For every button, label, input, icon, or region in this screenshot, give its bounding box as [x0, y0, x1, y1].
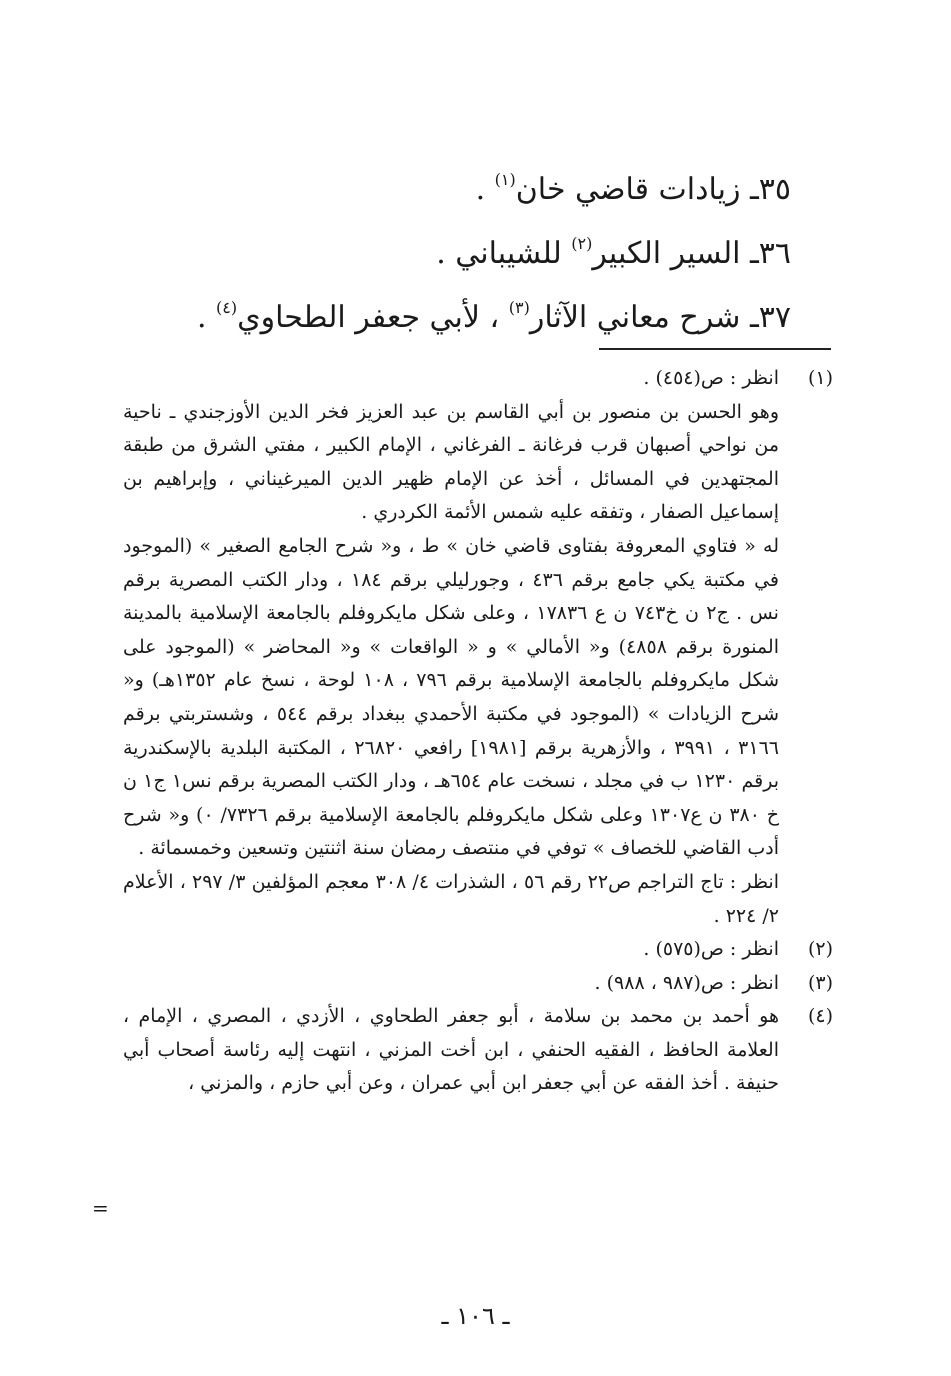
footnote-paragraph: وهو الحسن بن منصور بن أبي القاسم بن عبد العزيز فخر الدين الأوزجندي ـ ناحية من نواحي أصبهان قرب فرغانة ـ الفرغاني ، الإمام الكبير ، مفتي الشرق من طبقة المجتهدين في المسائل ، أخذ عن الإمام ظهير الدين الميرغيناني ، وإبراهيم بن إسماعيل الصفار ، وتفقه عليه شمس الأئمة الكردري . [123, 400, 779, 524]
footnote-text: انظر : ص(٩٨٧ ، ٩٨٨) . [594, 971, 779, 994]
list-item [131, 286, 791, 350]
footnote-lead: انظر : ص(٤٥٤) . [643, 367, 779, 389]
footnote-number: (٣) [807, 971, 833, 994]
footnote-paragraph: له « فتاوي المعروفة بفتاوى قاضي خان » ط ، و« شرح الجامع الصغير » (الموجود في مكتبة يكي جامع برقم ٤٣٦ ، وجورليلي برقم ١٨٤ ، ودار الكتب المصرية برقم نس . ج٢ ن خ٧٤٣ ن ع ١٧٨٣٦ ، وعلى شكل مايكروفلم بالجامعة الإسلامية بالمدينة المنورة برقم ٤٨٥٨) و« الأمالي » و « الواقعات » و« المحاضر » (الموجود على شكل مايكروفلم بالجامعة الإسلامية برقم ٧٩٦ ، ١٠٨ لوحة ، نسخ عام ١٣٥٢هـ) و« شرح الزيادات » (الموجود في مكتبة الأحمدي ببغداد برقم ٥٤٤ ، وشستربتي برقم ٣١٦٦ ، ٣٩٩١ ، والأزهرية برقم [١٩٨١] رافعي ٢٦٨٢٠ ، المكتبة البلدية بالإسكندرية برقم ١٢٣٠ ب في مجلد ، نسخت عام ٦٥٤هـ ، ودار الكتب المصرية برقم نس١ ج١ ن خ ٣٨٠ ن ع١٣٠٧ وعلى شكل مايكروفلم بالجامعة الإسلامية برقم ٧٣٢٦/ ٠) و« شرح أدب القاضي للخصاف » توفي في منتصف رمضان سنة اثنتين وتسعين وخمسمائة . [123, 534, 779, 860]
footnote-text: هو أحمد بن محمد بن سلامة ، أبو جعفر الطحاوي ، الأزدي ، المصري ، الإمام ، العلامة الحافظ ، الفقيه الحنفي ، ابن أخت المزني ، انتهت إليه رئاسة أصحاب أبي حنيفة . أخذ الفقه عن أبي جعفر ابن أبي عمران ، وعن أبي حازم ، والمزني ، [123, 1005, 779, 1095]
footnote-4 [123, 1000, 833, 1101]
footnote-ref[interactable]: (٢) [571, 234, 593, 253]
footnote-ref[interactable]: (٤) [216, 298, 238, 317]
footnote-2 [123, 933, 833, 967]
footnote-number: (١) [807, 367, 833, 389]
footnotes-section [123, 362, 833, 1101]
item-number: ٣٦ [758, 236, 791, 271]
footnote-text: انظر : ص(٥٧٥) . [643, 938, 779, 961]
footnote-paragraph: انظر : تاج التراجم ص٢٢ رقم ٥٦ ، الشذرات ٤/ ٣٠٨ معجم المؤلفين ٣/ ٢٩٧ ، الأعلام ٢/ ٢٢٤ . [123, 870, 780, 927]
item-suffix: ، لأبي جعفر الطحاوي [237, 300, 509, 335]
list-item [131, 222, 791, 286]
item-suffix: . [196, 300, 217, 335]
book-list [131, 158, 791, 350]
item-title: ـ السير الكبير [592, 236, 759, 271]
footnote-3 [123, 967, 833, 1001]
footnote-number: (٢) [807, 938, 833, 961]
list-item [131, 158, 791, 222]
footnote-1 [123, 362, 833, 933]
item-number: ٣٥ [758, 172, 791, 207]
item-suffix: . [475, 172, 495, 207]
footnote-number: (٤) [807, 1005, 833, 1028]
continuation-mark: = [92, 1196, 109, 1220]
item-suffix: للشيباني . [436, 236, 572, 271]
footnote-separator [599, 348, 831, 350]
item-title: ـ زيادات قاضي خان [515, 172, 759, 207]
page-number: ـ ١٠٦ ـ [441, 1302, 510, 1330]
item-title: ـ شرح معاني الآثار [529, 300, 759, 335]
footnote-ref[interactable]: (٣) [508, 298, 530, 317]
footnote-ref[interactable]: (١) [494, 170, 516, 189]
item-number: ٣٧ [758, 300, 791, 335]
